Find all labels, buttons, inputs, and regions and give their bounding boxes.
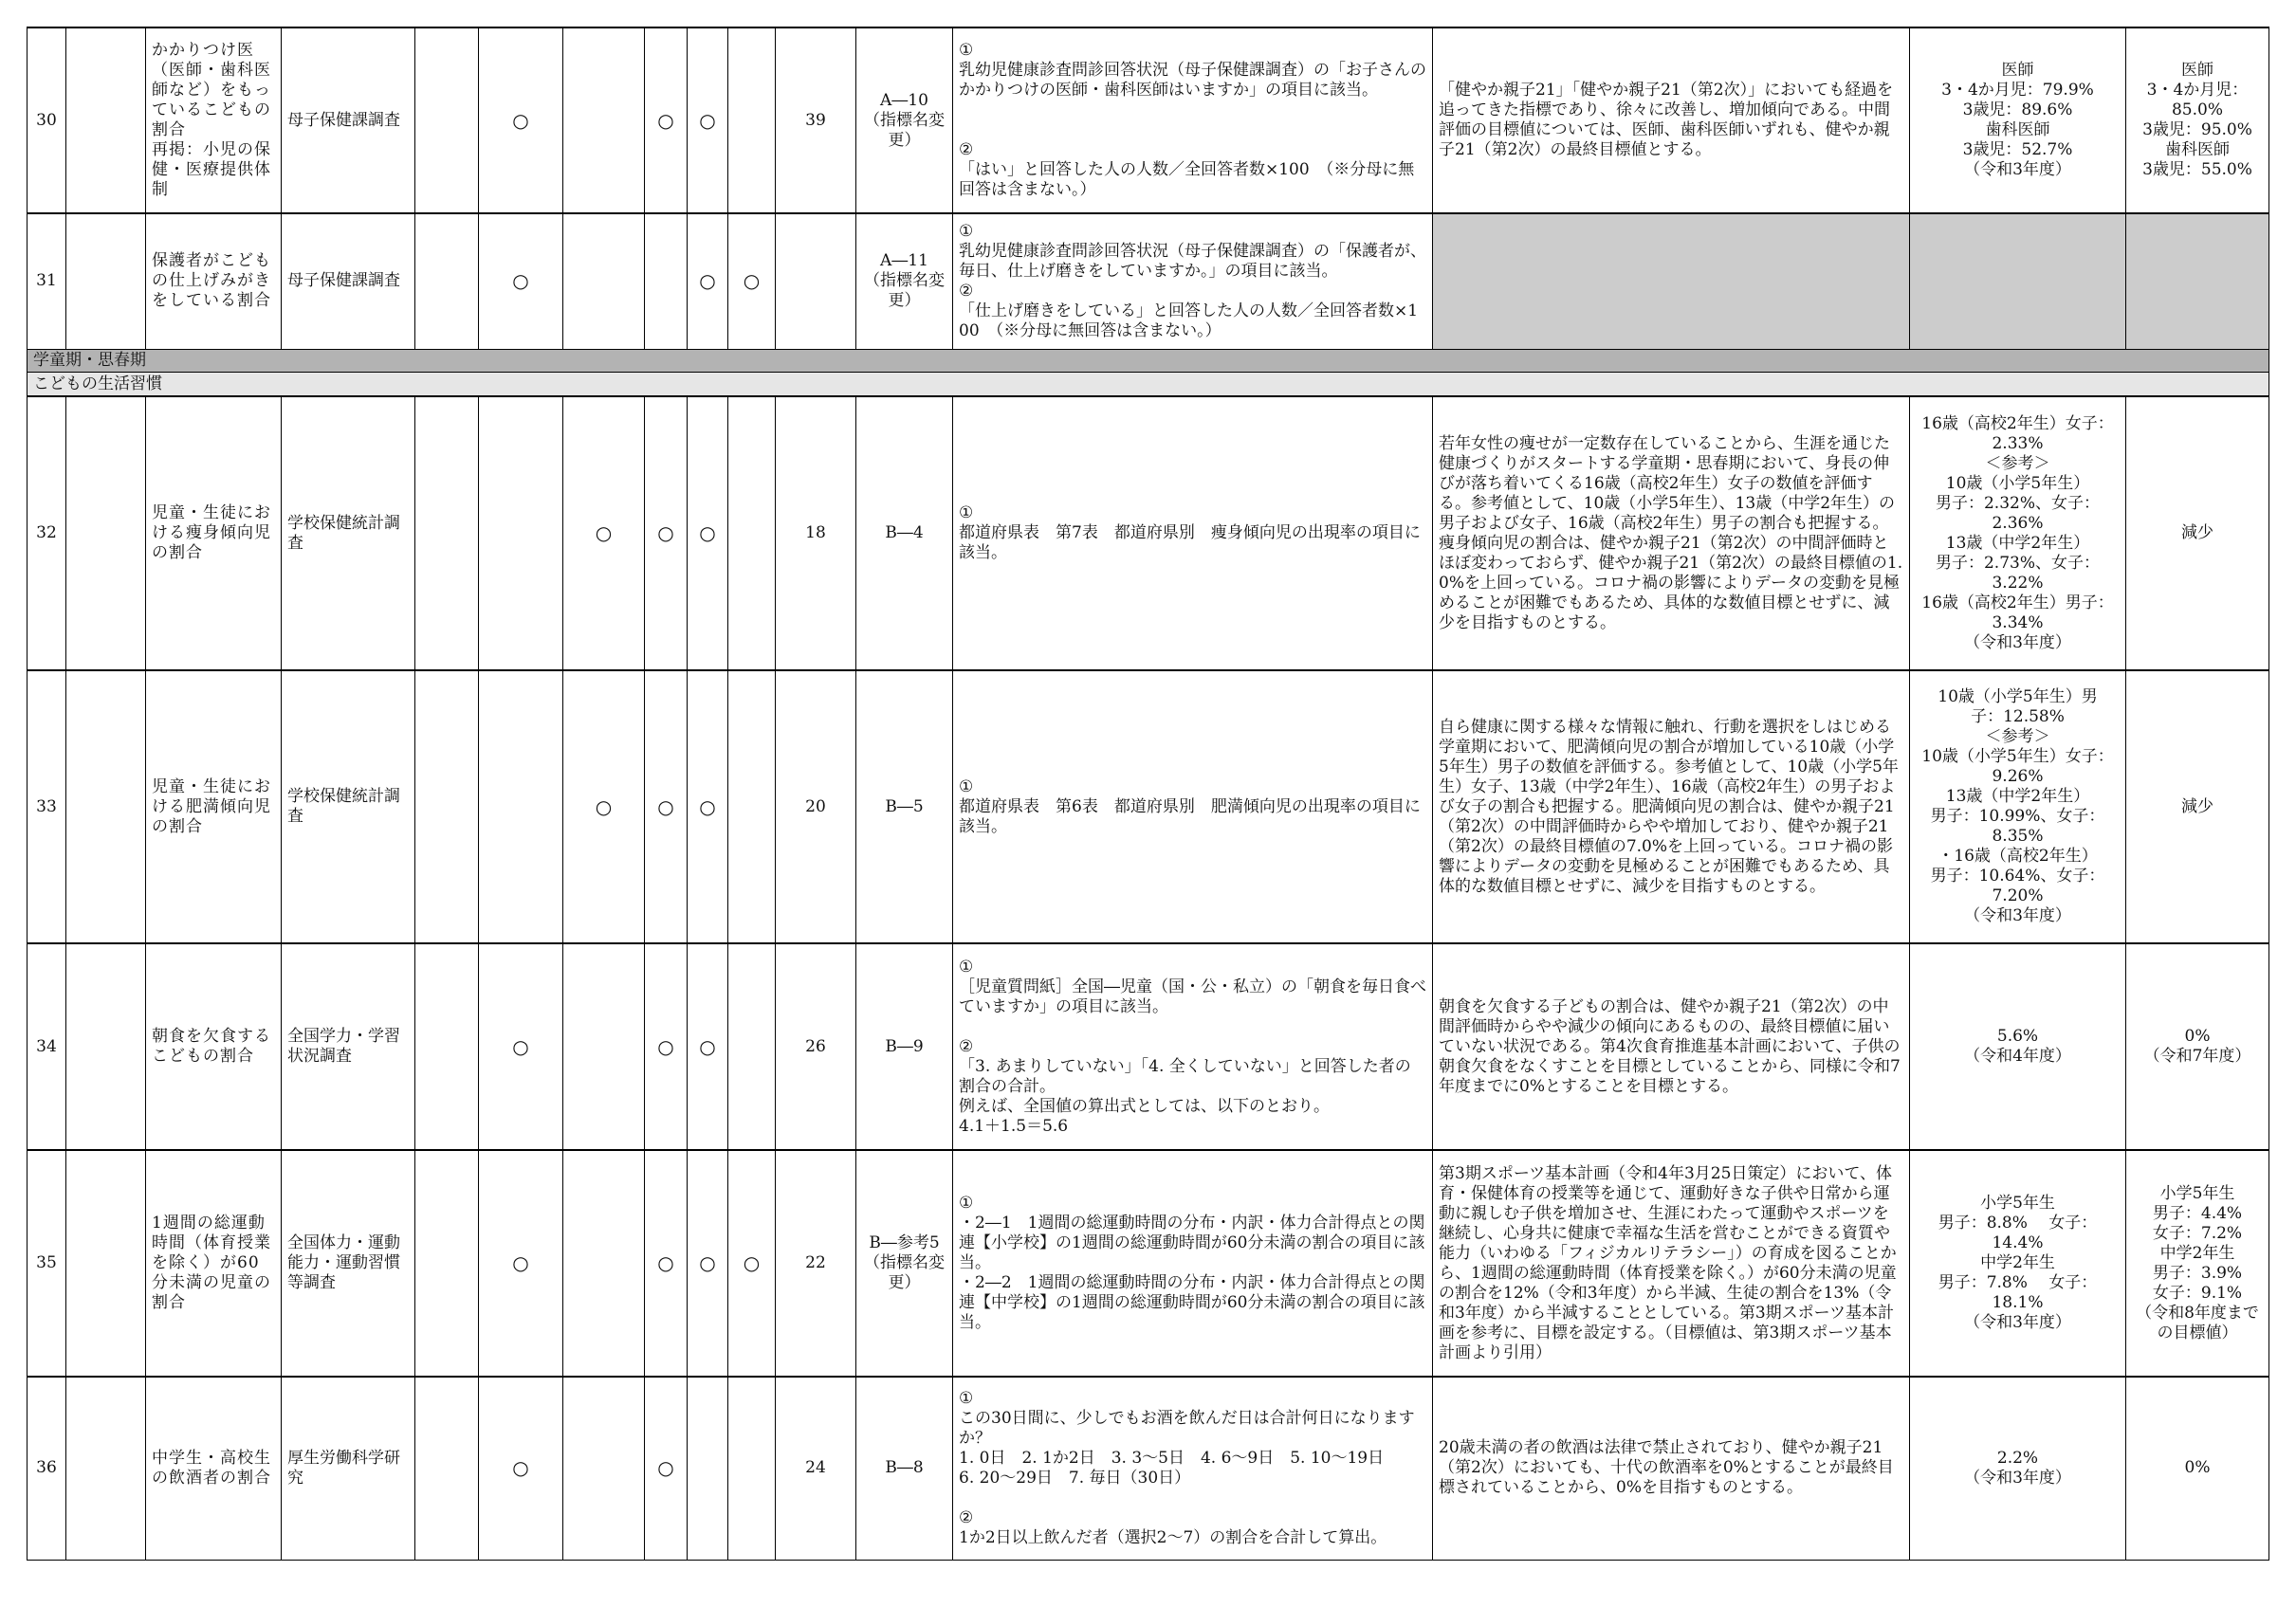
mark-cell [728, 27, 776, 213]
mark-cell: ○ [479, 1377, 563, 1560]
target-value [2126, 213, 2269, 349]
reason-cell: 第3期スポーツ基本計画（令和4年3月25日策定）において、体育・保健体育の授業等を通じて、運動好きな子供や日常から運動に親しむ子供を増加させ、生涯にわたって運動やスポーツを継続し、心身共に健康で幸福な生活を営むことができる資質や能力（いわゆる「フィジカルリテラシー」）の育成を図ることから、1週間の総運動時間（体育授業を除く。）が60分未満の児童の割合を12%（令和3年度）から半減、生徒の割合を13%（令和3年度）から半減することとしている。第3期スポーツ基本計画を参考に、目標を設定する。（目標値は、第3期スポーツ基本計画より引用） [1433, 1150, 1910, 1377]
item-number: 26 [776, 943, 856, 1150]
mark-cell [563, 1377, 645, 1560]
row-number: 32 [28, 396, 66, 670]
table-row [28, 27, 2269, 213]
reason-cell: 「健やか親子21」「健やか親子21（第2次）」においても経過を追ってきた指標であり、徐々に改善し、増加傾向である。中間評価の目標値については、医師、歯科医師いずれも、健やか親子21（第2次）の最終目標値とする。 [1433, 27, 1910, 213]
indicator-name: 中学生・高校生の飲酒者の割合 [146, 1377, 282, 1560]
row-number: 30 [28, 27, 66, 213]
mark-cell [415, 943, 479, 1150]
baseline-value: 2.2% （令和3年度） [1910, 1377, 2126, 1560]
mark-cell: ○ [645, 396, 688, 670]
table-row [28, 1377, 2269, 1560]
reason-cell [1433, 213, 1910, 349]
mark-cell: ○ [563, 396, 645, 670]
mark-cell: ○ [688, 670, 728, 943]
indicator-name: 朝食を欠食するこどもの割合 [146, 943, 282, 1150]
definition-cell: ① 乳幼児健康診査問診回答状況（母子保健課調査）の「保護者が、毎日、仕上げ磨きをしていますか。」の項目に該当。 ② 「仕上げ磨きをしている」と回答した人の人数／全回答者数×100 （※分母に無回答は含まない。） [953, 213, 1433, 349]
blank-cell [66, 943, 146, 1150]
table-row [28, 670, 2269, 943]
mark-cell [415, 1377, 479, 1560]
reason-cell: 朝食を欠食する子どもの割合は、健やか親子21（第2次）の中間評価時からやや減少の傾向にあるものの、最終目標値に届いていない状況である。第4次食育推進基本計画において、子供の朝食欠食をなくすことを目標としていることから、同様に令和7年度までに0%とすることを目標とする。 [1433, 943, 1910, 1150]
mark-cell: ○ [563, 670, 645, 943]
mark-cell [415, 27, 479, 213]
table-row [28, 943, 2269, 1150]
baseline-value [1910, 213, 2126, 349]
mark-cell [563, 213, 645, 349]
item-number [776, 213, 856, 349]
definition-cell: ① 都道府県表 第6表 都道府県別 肥満傾向児の出現率の項目に該当。 [953, 670, 1433, 943]
mark-cell [645, 213, 688, 349]
item-number: 39 [776, 27, 856, 213]
row-number: 31 [28, 213, 66, 349]
mark-cell [563, 27, 645, 213]
row-number: 33 [28, 670, 66, 943]
indicator-name: 児童・生徒における痩身傾向児の割合 [146, 396, 282, 670]
mark-cell: ○ [645, 943, 688, 1150]
definition-cell: ① 都道府県表 第7表 都道府県別 痩身傾向児の出現率の項目に該当。 [953, 396, 1433, 670]
item-number: 18 [776, 396, 856, 670]
mark-cell: ○ [728, 213, 776, 349]
baseline-value: 医師 3・4か月児：79.9% 3歳児：89.6% 歯科医師 3歳児：52.7% （令和3年度） [1910, 27, 2126, 213]
indicator-name: 保護者がこどもの仕上げみがきをしている割合 [146, 213, 282, 349]
target-value: 減少 [2126, 396, 2269, 670]
item-number: 24 [776, 1377, 856, 1560]
indicator-name: 1週間の総運動時間（体育授業を除く）が60分未満の児童の割合 [146, 1150, 282, 1377]
indicator-table [27, 27, 2269, 1561]
target-value: 減少 [2126, 670, 2269, 943]
mark-cell [728, 943, 776, 1150]
section-header-stage [28, 349, 2269, 372]
table-body [28, 27, 2269, 1560]
definition-cell: ① 乳幼児健康診査問診回答状況（母子保健課調査）の「お子さんのかかりつけの医師・歯科医師はいますか」の項目に該当。 ② 「はい」と回答した人の人数／全回答者数×100 （※分母に無回答は含まない。） [953, 27, 1433, 213]
mark-cell [563, 943, 645, 1150]
mark-cell: ○ [688, 396, 728, 670]
mark-cell: ○ [479, 1150, 563, 1377]
mark-cell [728, 1377, 776, 1560]
mark-cell [728, 670, 776, 943]
row-number: 35 [28, 1150, 66, 1377]
blank-cell [66, 670, 146, 943]
data-source: 母子保健課調査 [282, 27, 415, 213]
table-row [28, 1150, 2269, 1377]
definition-cell: ① ・2―1 1週間の総運動時間の分布・内訳・体力合計得点との関連【小学校】の1週間の総運動時間が60分未満の割合の項目に該当。 ・2―2 1週間の総運動時間の分布・内訳・体力合計得点との関連【中学校】の1週間の総運動時間が60分未満の割合の項目に該当。 [953, 1150, 1433, 1377]
section-header-category [28, 372, 2269, 396]
data-source: 学校保健統計調査 [282, 670, 415, 943]
target-value: 小学5年生 男子：4.4% 女子：7.2% 中学2年生 男子：3.9% 女子：9.1% （令和8年度までの目標値） [2126, 1150, 2269, 1377]
mark-cell: ○ [688, 1150, 728, 1377]
definition-cell: ① この30日間に、少しでもお酒を飲んだ日は合計何日になりますか？ 1. 0日 2. 1か2日 3. 3～5日 4. 6～9日 5. 10～19日 6. 20～29日 7. 毎日（30日） ② 1か2日以上飲んだ者（選択2～7）の割合を合計して算出。 [953, 1377, 1433, 1560]
section-header-category-label: こどもの生活習慣 [28, 372, 2269, 396]
item-number: 22 [776, 1150, 856, 1377]
section-header-stage-label: 学童期・思春期 [28, 349, 2269, 372]
indicator-code: A―10 （指標名変更） [856, 27, 953, 213]
indicator-code: B―5 [856, 670, 953, 943]
mark-cell: ○ [645, 1150, 688, 1377]
mark-cell [415, 396, 479, 670]
reason-cell: 若年女性の痩せが一定数存在していることから、生涯を通じた健康づくりがスタートする学童期・思春期において、身長の伸びが落ち着いてくる16歳（高校2年生）女子の数値を評価する。参考値として、10歳（小学5年生）、13歳（中学2年生）の男子および女子、16歳（高校2年生）男子の割合も把握する。痩身傾向児の割合は、健やか親子21（第2次）の中間評価時とほぼ変わっておらず、健やか親子21（第2次）の最終目標値の1.0%を上回っている。コロナ禍の影響によりデータの変動を見極めることが困難でもあるため、具体的な数値目標とせずに、減少を目指すものとする。 [1433, 396, 1910, 670]
mark-cell: ○ [688, 213, 728, 349]
indicator-name: 児童・生徒における肥満傾向児の割合 [146, 670, 282, 943]
indicator-code: B―9 [856, 943, 953, 1150]
target-value: 0% [2126, 1377, 2269, 1560]
item-number: 20 [776, 670, 856, 943]
mark-cell [415, 1150, 479, 1377]
mark-cell [479, 670, 563, 943]
mark-cell: ○ [688, 27, 728, 213]
baseline-value: 5.6% （令和4年度） [1910, 943, 2126, 1150]
target-value: 0% （令和7年度） [2126, 943, 2269, 1150]
target-value: 医師 3・4か月児： 85.0% 3歳児：95.0% 歯科医師 3歳児：55.0% [2126, 27, 2269, 213]
blank-cell [66, 213, 146, 349]
mark-cell [563, 1150, 645, 1377]
mark-cell [688, 1377, 728, 1560]
mark-cell: ○ [728, 1150, 776, 1377]
definition-cell: ① ［児童質問紙］全国―児童（国・公・私立）の「朝食を毎日食べていますか」の項目に該当。 ② 「3. あまりしていない」「4. 全くしていない」と回答した者の割合の合計。 例えば、全国値の算出式としては、以下のとおり。 4.1＋1.5＝5.6 [953, 943, 1433, 1150]
data-source: 全国体力・運動能力・運動習慣等調査 [282, 1150, 415, 1377]
blank-cell [66, 396, 146, 670]
mark-cell: ○ [645, 27, 688, 213]
indicator-name: かかりつけ医（医師・歯科医師など）をもっているこどもの割合 再掲：小児の保健・医療提供体制 [146, 27, 282, 213]
indicator-code: B―8 [856, 1377, 953, 1560]
mark-cell [479, 396, 563, 670]
blank-cell [66, 1377, 146, 1560]
mark-cell [415, 670, 479, 943]
mark-cell: ○ [645, 1377, 688, 1560]
baseline-value: 小学5年生 男子：8.8% 女子： 14.4% 中学2年生 男子：7.8% 女子： 18.1% （令和3年度） [1910, 1150, 2126, 1377]
baseline-value: 16歳（高校2年生）女子： 2.33% ＜参考＞ 10歳（小学5年生） 男子：2.32%、女子： 2.36% 13歳（中学2年生） 男子：2.73%、女子： 3.22% 16歳（高校2年生）男子： 3.34% （令和3年度） [1910, 396, 2126, 670]
blank-cell [66, 1150, 146, 1377]
mark-cell: ○ [479, 943, 563, 1150]
data-source: 全国学力・学習状況調査 [282, 943, 415, 1150]
data-source: 厚生労働科学研究 [282, 1377, 415, 1560]
mark-cell: ○ [688, 943, 728, 1150]
row-number: 34 [28, 943, 66, 1150]
mark-cell: ○ [645, 670, 688, 943]
table-row [28, 396, 2269, 670]
indicator-code: B―参考5 （指標名変更） [856, 1150, 953, 1377]
mark-cell: ○ [479, 213, 563, 349]
indicator-code: B―4 [856, 396, 953, 670]
mark-cell [415, 213, 479, 349]
mark-cell [728, 396, 776, 670]
mark-cell: ○ [479, 27, 563, 213]
data-source: 学校保健統計調査 [282, 396, 415, 670]
table-row [28, 213, 2269, 349]
reason-cell: 自ら健康に関する様々な情報に触れ、行動を選択をしはじめる学童期において、肥満傾向児の割合が増加している10歳（小学5年生）男子の数値を評価する。参考値として、10歳（小学5年生）女子、13歳（中学2年生）、16歳（高校2年生）の男子および女子の割合も把握する。肥満傾向児の割合は、健やか親子21（第2次）の中間評価時からやや増加しており、健やか親子21（第2次）の最終目標値の7.0%を上回っている。コロナ禍の影響によりデータの変動を見極めることが困難でもあるため、具体的な数値目標とせずに、減少を目指すものとする。 [1433, 670, 1910, 943]
row-number: 36 [28, 1377, 66, 1560]
indicator-code: A―11 （指標名変更） [856, 213, 953, 349]
reason-cell: 20歳未満の者の飲酒は法律で禁止されており、健やか親子21（第2次）においても、十代の飲酒率を0%とすることが最終目標されていることから、0%を目指すものとする。 [1433, 1377, 1910, 1560]
blank-cell [66, 27, 146, 213]
data-source: 母子保健課調査 [282, 213, 415, 349]
baseline-value: 10歳（小学5年生）男 子：12.58% ＜参考＞ 10歳（小学5年生）女子： 9.26% 13歳（中学2年生） 男子：10.99%、女子： 8.35% ・16歳（高校2年生） 男子：10.64%、女子： 7.20% （令和3年度） [1910, 670, 2126, 943]
